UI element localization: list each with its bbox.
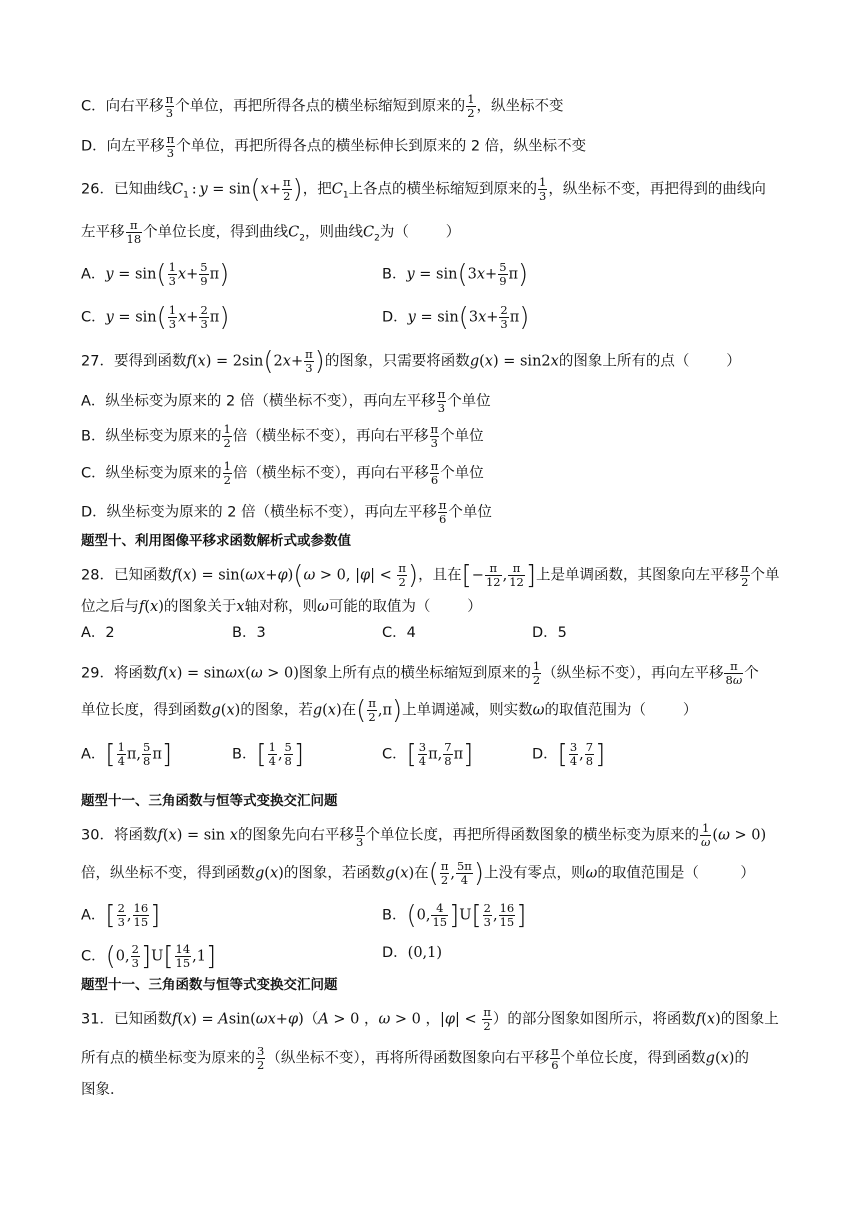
q26-option-c: C．y = sin( $\frac{1}{3}$ x+ $\frac{2}{3}$ π) (81, 302, 230, 333)
question-31-line2: 所有点的横坐标变为原来的 $\frac{3}{2}$ （纵坐标不变），再将所得函数图象向右平移 $\frac{\pi}{6}$ 个单位长度，得到函数g(x)的 (81, 1044, 749, 1072)
q26-option-d: D．y = sin(3x+ $\frac{2}{3}$ π) (382, 302, 530, 333)
q28-option-d: D．5 (532, 625, 567, 641)
q30-option-c: C．(0, $\frac{2}{3}$ ]U[ $\frac{14}{15}$ ,1] (81, 941, 217, 972)
q30-option-d: D．(0,1) (382, 945, 443, 961)
q28-option-b: B．3 (232, 625, 266, 641)
q28-option-c: C．4 (382, 625, 416, 641)
section-heading-11-first: 题型十一、三角函数与恒等式变换交汇问题 (81, 793, 338, 809)
question-26-line2: 左平移 $\frac{\pi}{18}$ 个单位长度，得到曲线$C_2$，则曲线$C_2$为（ ） (81, 218, 461, 246)
question-31-line1: 31．已知函数f(x) = Asin(ωx+φ)（A > 0 ，ω > 0 ，|φ| < $\frac{\pi}{2}$ ）的部分图象如图所示，将函数f(x)的图象上 (81, 1005, 779, 1033)
question-30-line1: 30．将函数f(x) = sin x的图象先向右平移 $\frac{\pi}{3}$ 个单位长度，再把所得函数图象的横坐标变为原来的 $\frac{1}{\omega}$ (ω > 0) (81, 821, 767, 849)
section-heading-10: 题型十、利用图像平移求函数解析式或参数值 (81, 533, 351, 549)
question-29-line1: 29．将函数f(x) = sinωx(ω > 0)图象上所有点的横坐标缩短到原来的 $\frac{1}{2}$ （纵坐标不变），再向左平移 $\frac{\pi}{8\omega}$ 个 (81, 659, 759, 687)
q27-option-a: A．纵坐标变为原来的 2 倍（横坐标不变），再向左平移 $\frac{\pi}{3}$ 个单位 (81, 387, 491, 415)
q26-option-a: A．y = sin( $\frac{1}{3}$ x+ $\frac{5}{9}$ π) (81, 259, 230, 290)
q29-option-c: C．[ $\frac{3}{4}$ π, $\frac{7}{8}$ π] (382, 739, 474, 770)
q29-option-a: A．[ $\frac{1}{4}$ π, $\frac{5}{8}$ π] (81, 739, 173, 770)
q30-option-b: B．(0, $\frac{4}{15}$ ]U[ $\frac{2}{3}$ , $\frac{16}{15}$ ] (382, 900, 527, 931)
q26-option-b: B．y = sin(3x+ $\frac{5}{9}$ π) (382, 259, 529, 290)
question-29-line2: 单位长度，得到函数g(x)的图象，若g(x)在( $\frac{\pi}{2}$ ,π)上单调递减，则实数ω的取值范围为（ ） (81, 695, 698, 726)
q27-option-c: C．纵坐标变为原来的 $\frac{1}{2}$ 倍（横坐标不变），再向右平移 $\frac{\pi}{6}$ 个单位 (81, 459, 484, 487)
question-28-line1: 28．已知函数f(x) = sin(ωx+φ)(ω > 0, |φ| < $\frac{\pi}{2}$ )，且在[− $\frac{\pi}{12}$ , $\frac{\pi}{12}$ ]上是单调函数，其图象向左平移 $\frac{\pi}{2}$ 个单 (81, 560, 780, 591)
question-28-line2: 位之后与f(x)的图象关于x轴对称，则ω可能的取值为（ ） (81, 599, 482, 615)
q28-option-a: A．2 (81, 625, 115, 641)
section-heading-11-second: 题型十一、三角函数与恒等式变换交汇问题 (81, 977, 338, 993)
q27-option-d: D．纵坐标变为原来的 2 倍（横坐标不变），再向左平移 $\frac{\pi}{6}$ 个单位 (81, 498, 492, 526)
question-30-line2: 倍，纵坐标不变，得到函数g(x)的图象，若函数g(x)在( $\frac{\pi}{2}$ , $\frac{5\pi}{4}$ )上没有零点，则ω的取值范围是（ ） (81, 858, 755, 889)
question-26-line1: 26．已知曲线$C_1$ : y = sin(x+ $\frac{\pi}{2}$ )，把$C_1$上各点的横坐标缩短到原来的 $\frac{1}{3}$ ，纵坐标不变，再把得到的曲线向 (81, 174, 766, 205)
q29-option-d: D．[ $\frac{3}{4}$ , $\frac{7}{8}$ ] (532, 739, 606, 770)
question-27: 27．要得到函数f(x) = 2sin(2x+ $\frac{\pi}{3}$ )的图象，只需要将函数g(x) = sin2x的图象上所有的点（ ） (81, 346, 741, 377)
q30-option-a: A．[ $\frac{2}{3}$ , $\frac{16}{15}$ ] (81, 900, 161, 931)
q25-option-c: C．向右平移 $\frac{\pi}{3}$ 个单位，再把所得各点的横坐标缩短到原来的 $\frac{1}{2}$ ，纵坐标不变 (81, 92, 564, 120)
question-31-line3: 图象． (81, 1082, 125, 1098)
q25-option-d: D．向左平移 $\frac{\pi}{3}$ 个单位，再把所得各点的横坐标伸长到原来的 2 倍，纵坐标不变 (81, 132, 587, 160)
q29-option-b: B．[ $\frac{1}{4}$ , $\frac{5}{8}$ ] (232, 739, 305, 770)
q27-option-b: B．纵坐标变为原来的 $\frac{1}{2}$ 倍（横坐标不变），再向右平移 $\frac{\pi}{3}$ 个单位 (81, 422, 484, 450)
